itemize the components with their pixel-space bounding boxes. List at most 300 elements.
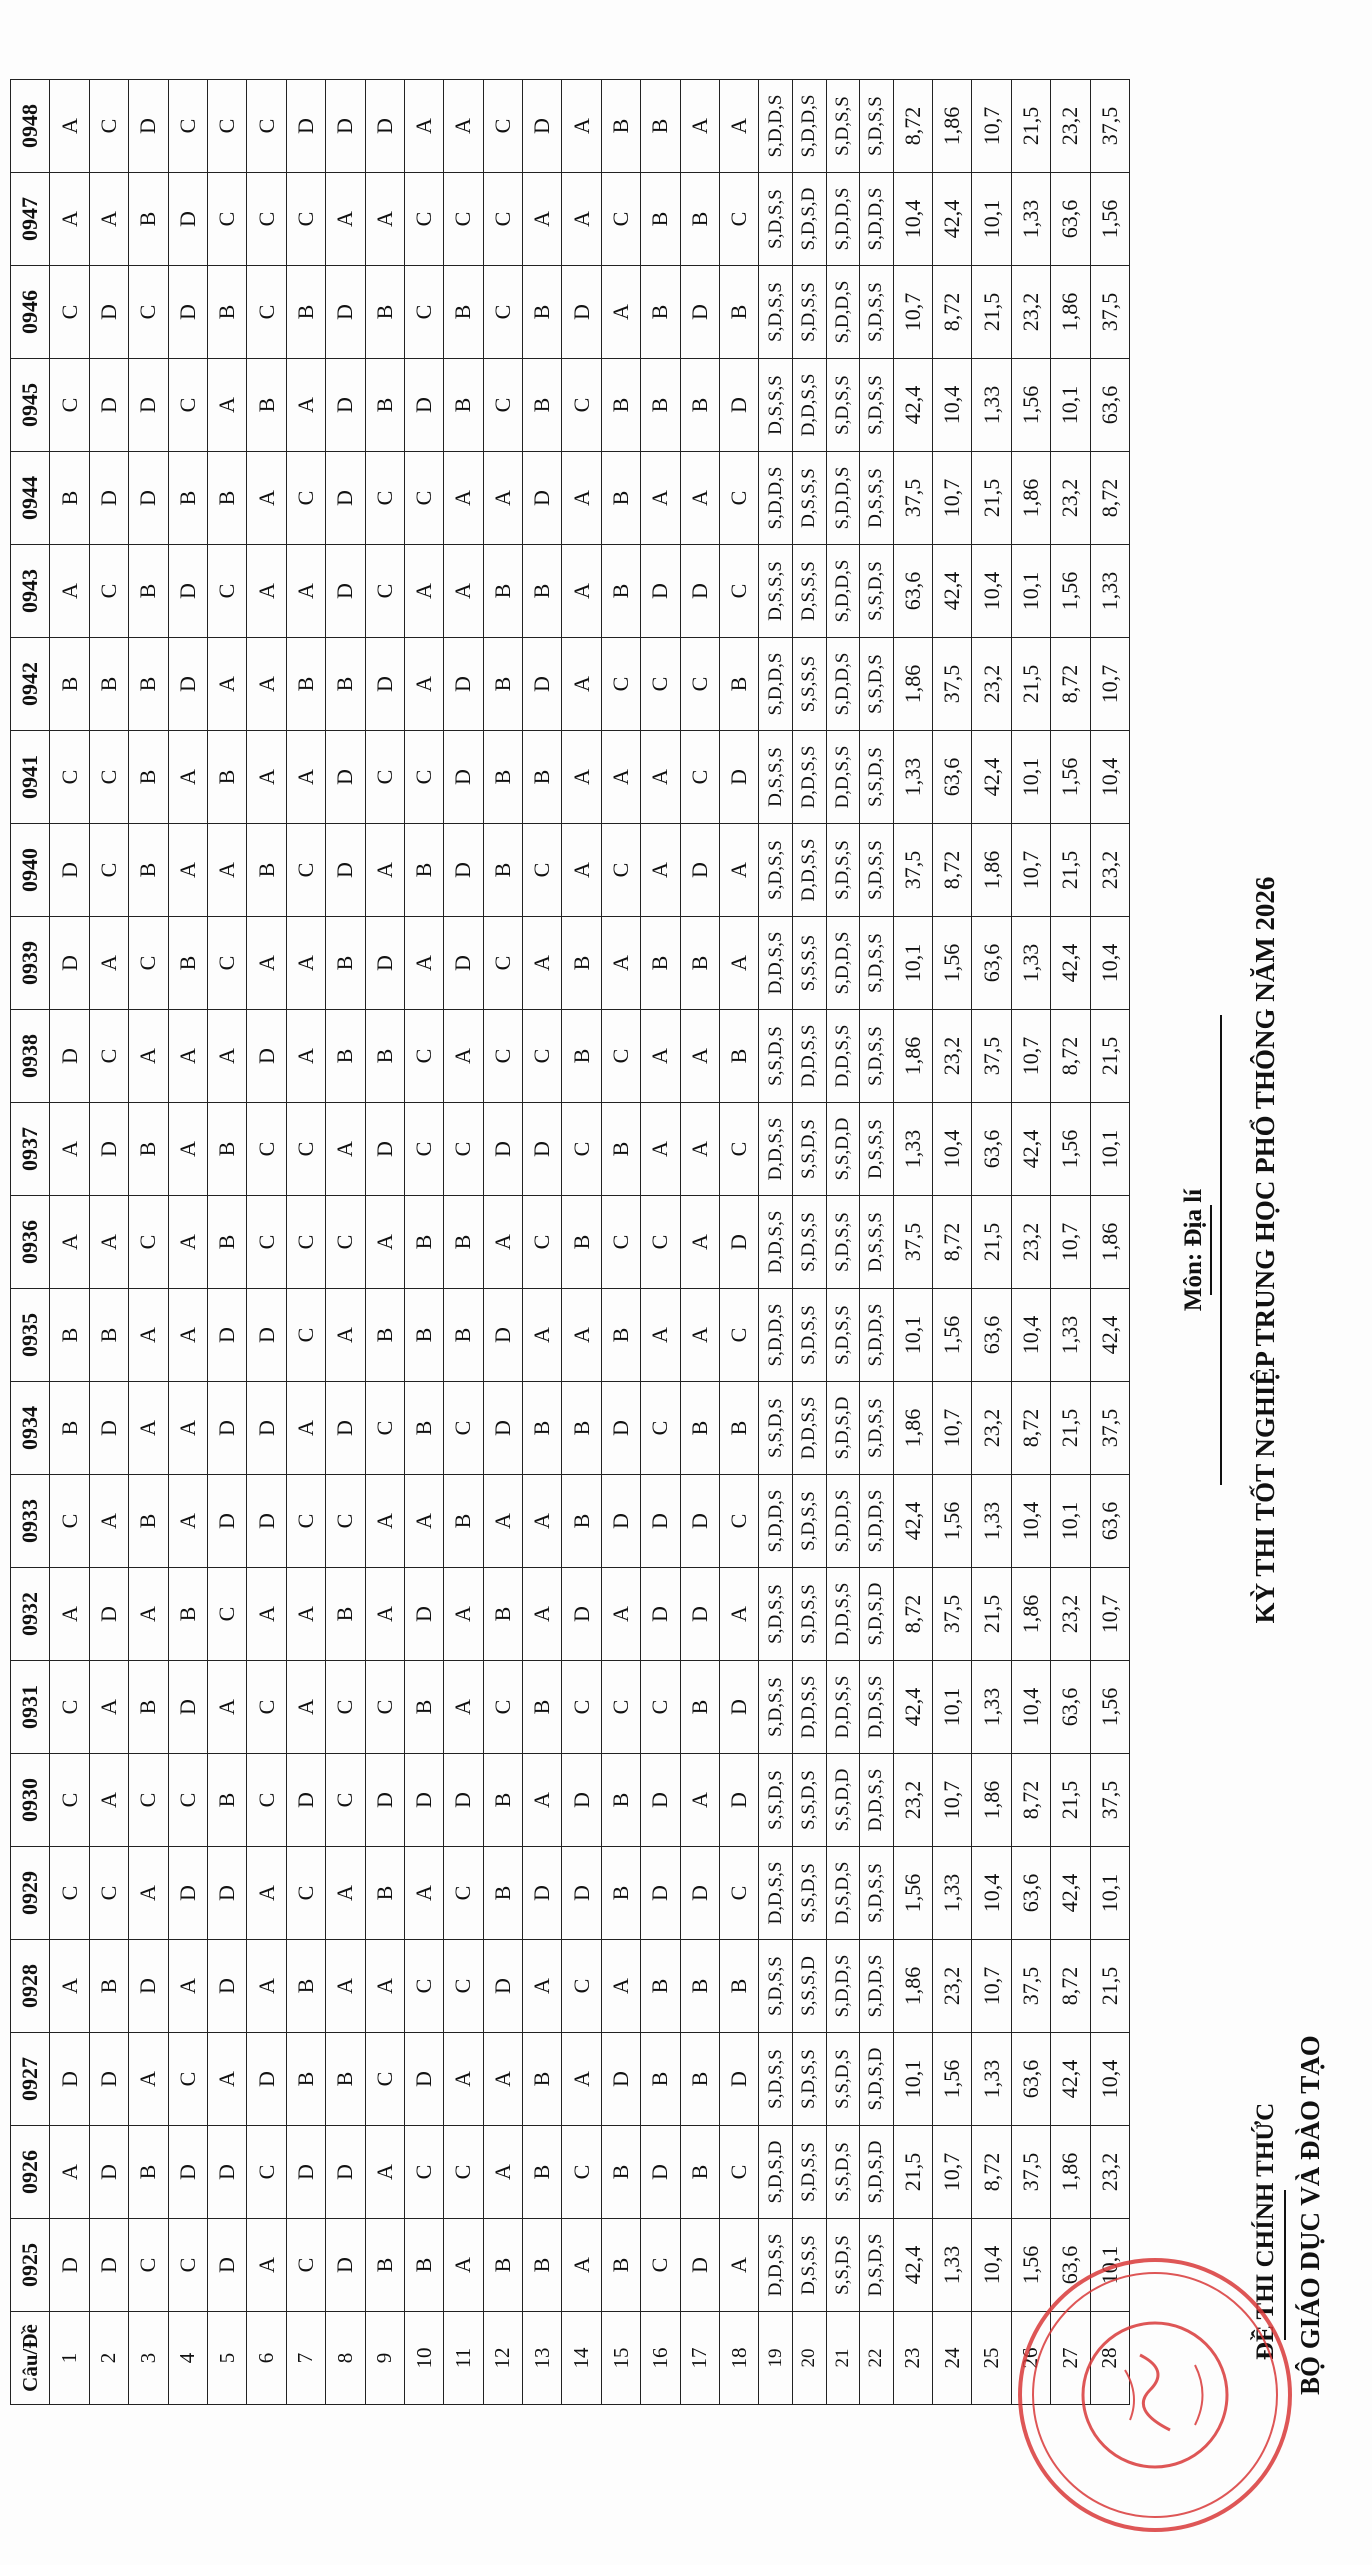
answer-cell: A: [641, 1289, 680, 1382]
exam-code-header: 0944: [11, 452, 50, 545]
answer-cell: 63,6: [893, 545, 932, 638]
answer-cell: A: [680, 1196, 719, 1289]
answer-cell: C: [641, 1382, 680, 1475]
answer-cell: 1,56: [893, 1847, 932, 1940]
answer-cell: 10,7: [933, 452, 972, 545]
answer-cell: 63,6: [972, 917, 1011, 1010]
answer-cell: B: [129, 173, 168, 266]
answer-cell: A: [641, 1010, 680, 1103]
answer-cell: C: [326, 1754, 365, 1847]
answer-cell: A: [365, 824, 404, 917]
answer-cell: D,S,S,S: [792, 2219, 826, 2312]
answer-key-table: [10, 79, 1130, 2405]
answer-cell: D: [680, 1847, 719, 1940]
answer-cell: C: [247, 173, 286, 266]
answer-cell: S,D,S,S: [792, 2033, 826, 2126]
answer-cell: A: [89, 1196, 128, 1289]
answer-cell: A: [286, 359, 325, 452]
answer-cell: S,S,D,S: [759, 1754, 793, 1847]
answer-cell: A: [444, 2219, 483, 2312]
answer-cell: 10,4: [1011, 1475, 1050, 1568]
answer-cell: B: [680, 1661, 719, 1754]
answer-cell: D: [523, 638, 562, 731]
exam-code-header: 0936: [11, 1196, 50, 1289]
answer-cell: C: [286, 824, 325, 917]
answer-cell: S,D,S,S: [860, 1010, 894, 1103]
answer-cell: B: [50, 1382, 89, 1475]
answer-cell: D: [326, 1382, 365, 1475]
answer-cell: B: [404, 1196, 443, 1289]
answer-cell: 10,4: [972, 545, 1011, 638]
answer-cell: D: [404, 1754, 443, 1847]
answer-cell: 37,5: [933, 638, 972, 731]
answer-cell: B: [444, 359, 483, 452]
answer-cell: A: [601, 1568, 640, 1661]
answer-cell: D: [207, 2126, 246, 2219]
answer-cell: 42,4: [893, 1475, 932, 1568]
answer-cell: B: [720, 266, 759, 359]
answer-cell: D: [483, 1940, 522, 2033]
answer-cell: D: [365, 917, 404, 1010]
answer-cell: A: [680, 1103, 719, 1196]
question-number: 1: [50, 2312, 89, 2405]
answer-cell: D: [483, 1103, 522, 1196]
answer-cell: A: [168, 1475, 207, 1568]
table-row: [365, 80, 404, 2405]
answer-cell: B: [601, 452, 640, 545]
answer-cell: A: [207, 824, 246, 917]
answer-cell: A: [562, 2219, 601, 2312]
answer-cell: D: [247, 1475, 286, 1568]
answer-cell: D: [365, 80, 404, 173]
answer-cell: D: [168, 1661, 207, 1754]
answer-cell: A: [168, 1103, 207, 1196]
answer-cell: B: [483, 1847, 522, 1940]
answer-cell: B: [601, 80, 640, 173]
exam-code-header: 0935: [11, 1289, 50, 1382]
answer-cell: 8,72: [1051, 1010, 1090, 1103]
answer-cell: S,D,S,S: [759, 2033, 793, 2126]
answer-cell: 23,2: [1090, 2126, 1129, 2219]
answer-cell: C: [129, 1754, 168, 1847]
exam-code-header: 0926: [11, 2126, 50, 2219]
answer-cell: 10,4: [933, 1103, 972, 1196]
answer-cell: B: [523, 1661, 562, 1754]
answer-cell: 37,5: [1090, 80, 1129, 173]
answer-key-table-wrapper: [10, 80, 1130, 2405]
answer-cell: A: [641, 452, 680, 545]
answer-cell: D: [365, 1103, 404, 1196]
answer-cell: D: [326, 359, 365, 452]
question-number: 26: [1011, 2312, 1050, 2405]
answer-cell: A: [404, 545, 443, 638]
answer-cell: B: [247, 359, 286, 452]
answer-cell: D: [168, 1847, 207, 1940]
answer-cell: D,D,S,S: [826, 731, 860, 824]
answer-cell: C: [601, 1661, 640, 1754]
answer-cell: A: [562, 80, 601, 173]
answer-cell: 23,2: [933, 1010, 972, 1103]
answer-cell: 1,56: [1090, 173, 1129, 266]
answer-cell: C: [365, 452, 404, 545]
table-row: [972, 80, 1011, 2405]
answer-cell: A: [247, 1568, 286, 1661]
answer-cell: 37,5: [972, 1010, 1011, 1103]
answer-cell: S,D,S,S: [860, 359, 894, 452]
answer-cell: D,D,S,S: [759, 1196, 793, 1289]
answer-cell: 10,1: [972, 173, 1011, 266]
exam-code-header: 0930: [11, 1754, 50, 1847]
answer-cell: S,D,S,S: [826, 824, 860, 917]
answer-cell: B: [207, 266, 246, 359]
answer-cell: D: [89, 359, 128, 452]
answer-cell: B: [523, 359, 562, 452]
answer-cell: B: [483, 2219, 522, 2312]
answer-cell: 37,5: [933, 1568, 972, 1661]
answer-cell: 1,33: [972, 359, 1011, 452]
answer-cell: S,D,S,S: [826, 359, 860, 452]
answer-cell: 10,7: [1090, 1568, 1129, 1661]
answer-cell: A: [365, 1475, 404, 1568]
answer-cell: D: [286, 1754, 325, 1847]
table-row: [483, 80, 522, 2405]
answer-cell: 1,33: [893, 731, 932, 824]
answer-cell: 37,5: [1090, 1382, 1129, 1475]
answer-cell: 1,86: [893, 638, 932, 731]
table-row: [893, 80, 932, 2405]
answer-cell: 42,4: [1051, 1847, 1090, 1940]
answer-cell: 8,72: [933, 266, 972, 359]
question-number: 7: [286, 2312, 325, 2405]
table-row: [680, 80, 719, 2405]
answer-cell: A: [444, 452, 483, 545]
answer-cell: A: [129, 1382, 168, 1475]
answer-cell: S,S,S,D: [792, 1940, 826, 2033]
answer-cell: 21,5: [1051, 1754, 1090, 1847]
question-number: 22: [860, 2312, 894, 2405]
answer-cell: 1,56: [1051, 731, 1090, 824]
answer-cell: A: [601, 1940, 640, 2033]
answer-cell: D: [404, 359, 443, 452]
answer-cell: C: [89, 824, 128, 917]
answer-cell: 1,56: [933, 1289, 972, 1382]
answer-cell: A: [365, 1196, 404, 1289]
answer-cell: D,D,S,S: [792, 731, 826, 824]
answer-cell: D: [601, 2033, 640, 2126]
answer-cell: D: [129, 80, 168, 173]
answer-cell: C: [50, 1847, 89, 1940]
answer-cell: A: [89, 1754, 128, 1847]
answer-cell: 63,6: [1051, 173, 1090, 266]
answer-cell: 63,6: [1090, 359, 1129, 452]
answer-cell: 42,4: [893, 359, 932, 452]
answer-cell: A: [50, 80, 89, 173]
answer-cell: C: [286, 1847, 325, 1940]
answer-cell: A: [562, 731, 601, 824]
answer-cell: B: [129, 731, 168, 824]
answer-cell: 1,33: [1011, 917, 1050, 1010]
answer-cell: A: [326, 1940, 365, 2033]
answer-cell: 1,86: [933, 80, 972, 173]
answer-cell: S,D,S,D: [792, 173, 826, 266]
answer-cell: D: [523, 80, 562, 173]
answer-cell: C: [404, 1103, 443, 1196]
answer-cell: S,D,D,S: [759, 638, 793, 731]
answer-cell: C: [286, 1475, 325, 1568]
table-row: [50, 80, 89, 2405]
answer-cell: D: [720, 1196, 759, 1289]
table-row: [129, 80, 168, 2405]
answer-cell: A: [365, 1568, 404, 1661]
answer-cell: A: [326, 1289, 365, 1382]
answer-cell: B: [562, 1196, 601, 1289]
answer-cell: 1,33: [972, 1475, 1011, 1568]
answer-cell: D: [404, 1568, 443, 1661]
answer-cell: A: [444, 80, 483, 173]
answer-cell: A: [444, 545, 483, 638]
answer-cell: A: [168, 731, 207, 824]
answer-cell: S,S,D,S: [792, 1754, 826, 1847]
table-row: [826, 80, 860, 2405]
answer-cell: C: [365, 1661, 404, 1754]
answer-cell: B: [207, 1754, 246, 1847]
answer-cell: B: [720, 1940, 759, 2033]
answer-cell: A: [50, 1940, 89, 2033]
answer-cell: C: [286, 452, 325, 545]
answer-cell: B: [207, 452, 246, 545]
answer-cell: B: [483, 638, 522, 731]
answer-cell: B: [523, 2033, 562, 2126]
question-number: 9: [365, 2312, 404, 2405]
answer-cell: B: [562, 1010, 601, 1103]
answer-cell: S,D,S,S: [759, 173, 793, 266]
answer-cell: A: [50, 1196, 89, 1289]
exam-code-header: 0931: [11, 1661, 50, 1754]
answer-cell: B: [365, 1289, 404, 1382]
answer-cell: 1,86: [893, 1010, 932, 1103]
answer-cell: D,D,S,S: [759, 917, 793, 1010]
answer-cell: S,D,D,S: [860, 1940, 894, 2033]
exam-code-header: 0947: [11, 173, 50, 266]
answer-cell: B: [129, 638, 168, 731]
table-row: [326, 80, 365, 2405]
question-number: 27: [1051, 2312, 1090, 2405]
answer-cell: C: [50, 1661, 89, 1754]
exam-code-header: 0940: [11, 824, 50, 917]
answer-cell: C: [326, 1661, 365, 1754]
answer-cell: 1,56: [1090, 1661, 1129, 1754]
answer-cell: A: [207, 359, 246, 452]
answer-cell: C: [207, 545, 246, 638]
answer-cell: D: [562, 1754, 601, 1847]
answer-cell: S,D,S,S: [792, 1475, 826, 1568]
answer-cell: 8,72: [893, 80, 932, 173]
answer-cell: D: [601, 1382, 640, 1475]
answer-cell: 10,1: [1051, 359, 1090, 452]
exam-code-header: 0934: [11, 1382, 50, 1475]
answer-cell: A: [207, 2033, 246, 2126]
answer-cell: B: [641, 2033, 680, 2126]
answer-cell: B: [680, 2033, 719, 2126]
answer-cell: S,D,D,S: [860, 1475, 894, 1568]
answer-cell: B: [286, 1940, 325, 2033]
answer-cell: C: [365, 1382, 404, 1475]
answer-cell: 63,6: [972, 1289, 1011, 1382]
answer-cell: B: [601, 359, 640, 452]
answer-cell: C: [207, 917, 246, 1010]
answer-cell: A: [483, 1475, 522, 1568]
answer-cell: S,D,S,S: [860, 1382, 894, 1475]
answer-cell: A: [562, 638, 601, 731]
answer-cell: A: [523, 1568, 562, 1661]
answer-cell: D: [50, 2033, 89, 2126]
answer-cell: A: [168, 1940, 207, 2033]
answer-cell: C: [562, 1103, 601, 1196]
answer-cell: A: [523, 1754, 562, 1847]
answer-cell: D: [601, 1475, 640, 1568]
answer-cell: C: [601, 1010, 640, 1103]
answer-cell: C: [404, 173, 443, 266]
question-number: 4: [168, 2312, 207, 2405]
exam-code-header: 0932: [11, 1568, 50, 1661]
answer-cell: D: [326, 452, 365, 545]
answer-cell: A: [247, 2219, 286, 2312]
answer-cell: B: [680, 1940, 719, 2033]
question-number: 21: [826, 2312, 860, 2405]
answer-cell: 1,33: [893, 1103, 932, 1196]
answer-cell: 37,5: [893, 824, 932, 917]
answer-cell: D,D,S,S: [792, 1382, 826, 1475]
table-row: [601, 80, 640, 2405]
answer-cell: 42,4: [972, 731, 1011, 824]
answer-cell: 42,4: [933, 173, 972, 266]
answer-cell: A: [562, 452, 601, 545]
question-number: 6: [247, 2312, 286, 2405]
answer-cell: 21,5: [1011, 80, 1050, 173]
answer-cell: D: [168, 545, 207, 638]
answer-cell: C: [680, 731, 719, 824]
answer-cell: C: [523, 1010, 562, 1103]
answer-cell: S,D,S,S: [759, 1568, 793, 1661]
answer-cell: C: [247, 1103, 286, 1196]
answer-cell: 10,4: [1090, 731, 1129, 824]
answer-cell: S,S,S,S: [792, 638, 826, 731]
answer-cell: A: [168, 1010, 207, 1103]
answer-cell: 10,7: [1051, 1196, 1090, 1289]
answer-cell: 10,7: [893, 266, 932, 359]
exam-code-header: 0939: [11, 917, 50, 1010]
answer-cell: A: [641, 731, 680, 824]
answer-cell: 37,5: [1090, 266, 1129, 359]
answer-cell: C: [444, 173, 483, 266]
answer-cell: B: [89, 1289, 128, 1382]
answer-cell: D: [89, 1103, 128, 1196]
answer-cell: C: [444, 1103, 483, 1196]
answer-cell: C: [89, 545, 128, 638]
answer-cell: C: [680, 638, 719, 731]
answer-cell: D: [129, 359, 168, 452]
answer-cell: A: [168, 1382, 207, 1475]
answer-cell: D: [444, 638, 483, 731]
answer-cell: 23,2: [1011, 1196, 1050, 1289]
answer-cell: 23,2: [972, 1382, 1011, 1475]
answer-cell: S,D,S,D: [860, 1568, 894, 1661]
answer-cell: 21,5: [972, 1568, 1011, 1661]
exam-type: ĐỀ THI CHÍNH THỨC: [1252, 2102, 1279, 2360]
answer-cell: D: [326, 824, 365, 917]
answer-cell: D: [247, 1010, 286, 1103]
answer-cell: B: [523, 1382, 562, 1475]
answer-cell: C: [89, 1847, 128, 1940]
answer-cell: C: [168, 2219, 207, 2312]
answer-cell: A: [247, 1847, 286, 1940]
answer-cell: S,D,S,S: [792, 266, 826, 359]
answer-cell: A: [444, 1010, 483, 1103]
answer-cell: A: [129, 1568, 168, 1661]
answer-cell: C: [601, 824, 640, 917]
answer-cell: B: [365, 1847, 404, 1940]
subject-underline: [1210, 1205, 1212, 1295]
answer-cell: B: [129, 2126, 168, 2219]
answer-cell: S,D,D,S: [860, 1289, 894, 1382]
answer-cell: 8,72: [1090, 452, 1129, 545]
answer-cell: B: [89, 1940, 128, 2033]
answer-cell: B: [444, 1196, 483, 1289]
answer-cell: A: [562, 173, 601, 266]
question-number: 5: [207, 2312, 246, 2405]
answer-cell: D: [404, 2033, 443, 2126]
answer-cell: A: [89, 917, 128, 1010]
answer-cell: B: [601, 2126, 640, 2219]
answer-cell: 63,6: [933, 731, 972, 824]
answer-cell: B: [365, 1010, 404, 1103]
answer-cell: S,D,S,S: [792, 1568, 826, 1661]
answer-cell: A: [247, 452, 286, 545]
answer-cell: 10,7: [1011, 824, 1050, 917]
answer-cell: A: [50, 545, 89, 638]
answer-cell: B: [720, 1010, 759, 1103]
answer-cell: D,S,S,S: [792, 452, 826, 545]
answer-cell: S,D,S,S: [759, 824, 793, 917]
answer-cell: 1,86: [1011, 452, 1050, 545]
answer-cell: A: [50, 173, 89, 266]
answer-cell: B: [680, 917, 719, 1010]
answer-cell: S,D,D,S: [792, 80, 826, 173]
answer-cell: C: [286, 173, 325, 266]
answer-cell: C: [247, 266, 286, 359]
answer-cell: A: [720, 1568, 759, 1661]
exam-code-header: 0928: [11, 1940, 50, 2033]
answer-cell: A: [207, 1661, 246, 1754]
answer-cell: S,S,D,D: [826, 1754, 860, 1847]
answer-cell: 42,4: [1090, 1289, 1129, 1382]
answer-cell: S,D,S,S: [792, 1289, 826, 1382]
answer-cell: S,S,D,S: [826, 2126, 860, 2219]
exam-code-header: 0945: [11, 359, 50, 452]
answer-cell: C: [641, 638, 680, 731]
answer-cell: B: [207, 1196, 246, 1289]
answer-cell: 23,2: [893, 1754, 932, 1847]
answer-cell: S,D,S,D: [860, 2126, 894, 2219]
answer-cell: C: [168, 1754, 207, 1847]
answer-cell: S,D,S,D: [860, 2033, 894, 2126]
answer-cell: S,D,D,S: [759, 1289, 793, 1382]
question-number: 16: [641, 2312, 680, 2405]
answer-cell: C: [720, 545, 759, 638]
answer-cell: B: [562, 917, 601, 1010]
answer-cell: D: [207, 1847, 246, 1940]
answer-cell: C: [720, 1847, 759, 1940]
